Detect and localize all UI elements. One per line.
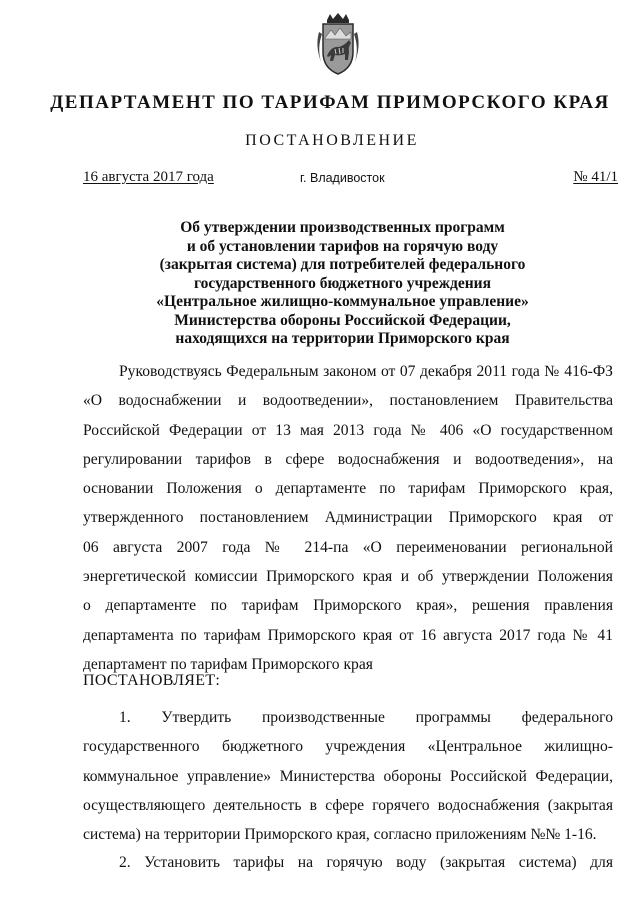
document-date: 16 августа 2017 года <box>83 169 214 185</box>
preamble-line: о департаменте по тарифам Приморского края», решения правления <box>83 597 613 615</box>
item-line: система) на территории Приморского края, согласно приложениям №№ 1-16. <box>83 826 597 844</box>
preamble-line: 06 августа 2007 года № 214-па «О переименовании региональной <box>83 538 613 556</box>
document-title <box>90 219 595 349</box>
title-line: «Центральное жилищно-коммунальное управление» <box>156 293 529 310</box>
department-name: ДЕПАРТАМЕНТ ПО ТАРИФАМ ПРИМОРСКОГО КРАЯ <box>50 92 610 113</box>
preamble-line: департамент по тарифам Приморского края <box>83 655 373 673</box>
title-line: и об установлении тарифов на горячую воду <box>186 237 499 255</box>
preamble-line: утвержденного постановлением Администрации Приморского края от <box>83 509 613 527</box>
item-line: государственного бюджетного учреждения «Центральное жилищно- <box>83 738 613 756</box>
title-line: находящихся на территории Приморского края <box>175 330 510 347</box>
preamble-line: «О водоснабжении и водоотведении», постановлением Правительства <box>83 392 613 410</box>
document-type: ПОСТАНОВЛЕНИЕ <box>245 132 419 149</box>
preamble-line: Руководствуясь Федеральным законом от 07 декабря 2011 года № 416-ФЗ <box>119 363 613 380</box>
document-city: г. Владивосток <box>300 171 385 185</box>
title-line: (закрытая система) для потребителей федерального <box>159 256 526 273</box>
item-line: коммунальное управление» Министерства обороны Российской Федерации, <box>83 767 613 785</box>
title-line: Министерства обороны Российской Федерации, <box>174 311 511 329</box>
item-line: осуществляющего деятельность в сфере горячего водоснабжения (закрытая <box>83 796 613 814</box>
preamble-line: Российской Федерации от 13 мая 2013 года № 406 «О государственном <box>83 421 613 439</box>
document-number: № 41/1 <box>573 169 618 185</box>
title-line: государственного бюджетного учреждения <box>194 274 491 292</box>
resolves-heading: ПОСТАНОВЛЯЕТ: <box>83 672 221 689</box>
preamble-line: регулировании тарифов в сфере водоснабжения и водоотведения», на <box>83 450 613 468</box>
preamble-paragraph <box>83 357 613 679</box>
item-line: 2. Установить тарифы на горячую воду (закрытая система) для <box>119 854 613 871</box>
coat-of-arms-icon <box>313 12 363 78</box>
resolution-item-1 <box>83 703 613 849</box>
resolution-item-2 <box>83 848 613 877</box>
item-line: 1. Утвердить производственные программы федерального <box>119 709 613 726</box>
preamble-line: департамента по тарифам Приморского края от 16 августа 2017 года № 41 <box>83 626 613 644</box>
preamble-line: энергетической комиссии Приморского края и об утверждении Положения <box>83 568 613 586</box>
title-line: Об утверждении производственных программ <box>180 219 505 236</box>
preamble-line: основании Положения о департаменте по тарифам Приморского края, <box>83 480 613 498</box>
